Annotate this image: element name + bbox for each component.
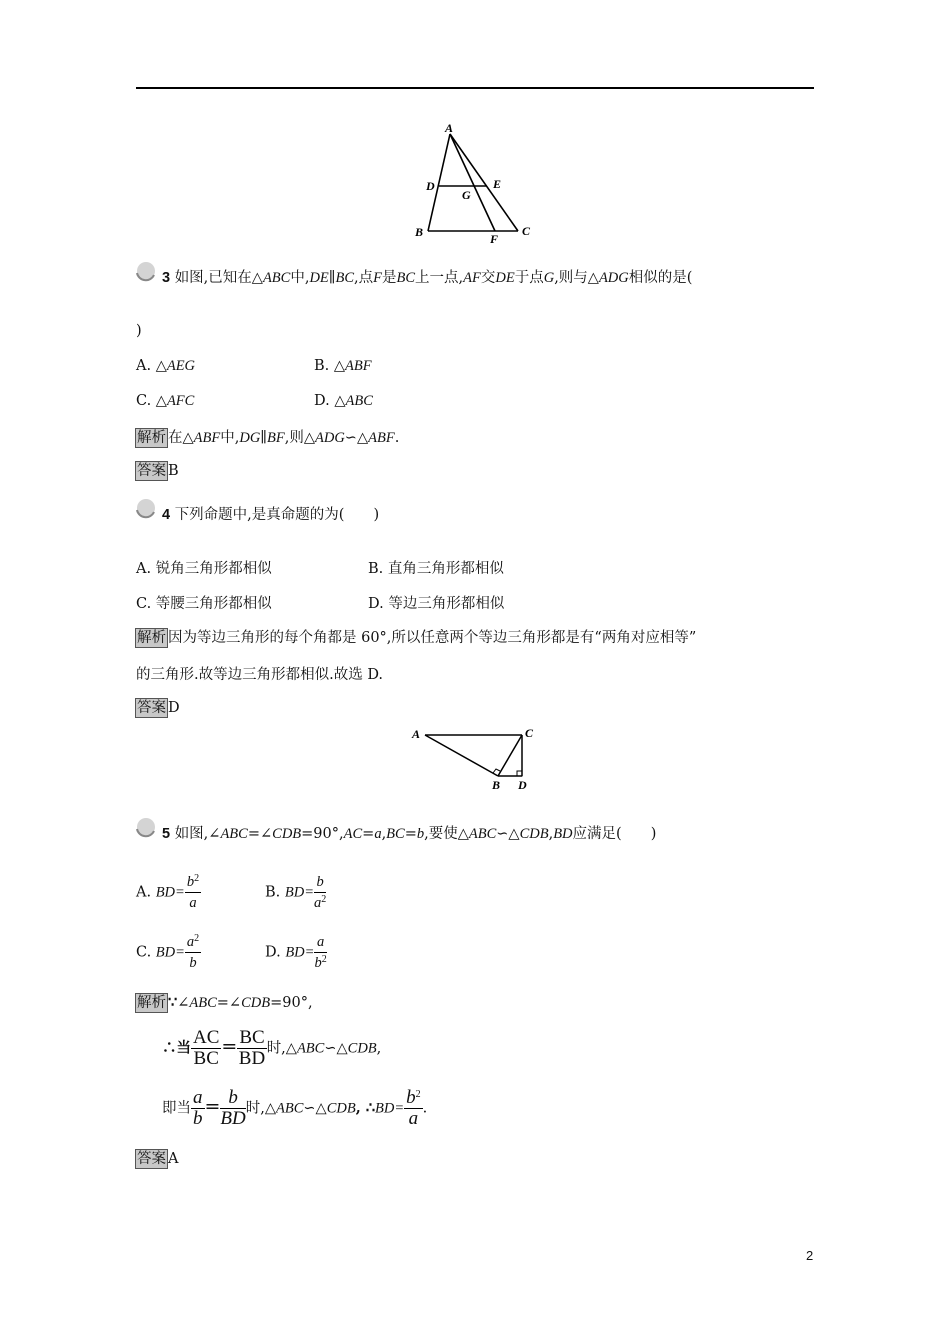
q3-option-d[interactable]: D. △ABC bbox=[314, 393, 373, 409]
q3-option-c[interactable]: C. △AFC bbox=[136, 393, 195, 409]
q5-option-b[interactable]: B. BD= $\frac{b}{a^2}$ bbox=[265, 874, 327, 911]
label-c: C bbox=[525, 726, 534, 740]
q4-option-c[interactable]: C. 等腰三角形都相似 bbox=[136, 596, 272, 612]
q5-option-c[interactable]: C. BD= $\frac{a^2}{b}$ bbox=[136, 933, 200, 971]
q4-stem: 4 下列命题中,是真命题的为( ) bbox=[162, 507, 380, 523]
q5-option-a[interactable]: A. BD= $\frac{b^2}{a}$ bbox=[136, 873, 200, 911]
segment-af bbox=[450, 134, 495, 231]
question-marker-icon bbox=[134, 260, 156, 282]
answer-tag: 答案 bbox=[137, 1151, 166, 1167]
figure-right-triangles bbox=[408, 724, 543, 796]
q4-option-b[interactable]: B. 直角三角形都相似 bbox=[368, 561, 504, 577]
analysis-tag: 解析 bbox=[137, 430, 166, 446]
q3-answer: 答案 B bbox=[137, 463, 179, 479]
label-f: F bbox=[490, 232, 499, 246]
label-b: B bbox=[492, 778, 501, 792]
label-d: D bbox=[518, 778, 527, 792]
segment-bc bbox=[498, 735, 522, 776]
q3-stem: 3 如图,已知在△ABC中,DE∥BC,点F是BC上一点,AF交DE于点G,则与△ADG相似的是( bbox=[162, 270, 693, 286]
q3-option-b[interactable]: B. △ABF bbox=[314, 358, 372, 374]
label-g: G bbox=[462, 188, 471, 202]
label-b: B bbox=[415, 225, 424, 239]
question-marker-icon bbox=[134, 816, 156, 838]
q4-option-a[interactable]: A. 锐角三角形都相似 bbox=[136, 561, 272, 577]
analysis-tag: 解析 bbox=[137, 995, 166, 1011]
label-a: A bbox=[445, 121, 454, 135]
q5-analysis-line1: 解析 ∵∠ABC=∠CDB=90°, bbox=[137, 994, 313, 1011]
q4-analysis-line2: 的三角形.故等边三角形都相似.故选 D. bbox=[136, 667, 384, 683]
label-e: E bbox=[493, 177, 502, 191]
answer-tag: 答案 bbox=[137, 463, 166, 479]
q3-stem-close: ) bbox=[136, 323, 142, 339]
q4-analysis: 解析 因为等边三角形的每个角都是 60°,所以任意两个等边三角形都是有“两角对应相等” bbox=[137, 630, 697, 646]
analysis-tag: 解析 bbox=[137, 630, 166, 646]
q4-answer: 答案 D bbox=[137, 700, 180, 716]
figure-triangle-abc bbox=[410, 118, 540, 248]
header-rule bbox=[136, 87, 814, 89]
label-c: C bbox=[522, 224, 531, 238]
q5-analysis-line3: 即当 $\frac{a}{b}$ = $\frac{b}{BD}$ 时,△ABC∽△CDB, ∴BD= $\frac{b^2}{a}$ . bbox=[162, 1087, 428, 1129]
q5-analysis-line2: ∴当 $\frac{AC}{BC}$ = $\frac{BC}{BD}$ 时,△ABC∽△CDB, bbox=[162, 1027, 382, 1069]
right-angle-mark-b bbox=[493, 769, 500, 773]
q5-answer: 答案 A bbox=[137, 1151, 179, 1167]
q3-option-a[interactable]: A. △AEG bbox=[136, 358, 196, 374]
q4-option-d[interactable]: D. 等边三角形都相似 bbox=[368, 596, 505, 612]
q5-stem: 5 如图,∠ABC=∠CDB=90°,AC=a,BC=b,要使△ABC∽△CDB,BD应满足( ) bbox=[162, 826, 657, 842]
segment-ab bbox=[425, 735, 498, 776]
question-marker-icon bbox=[134, 497, 156, 519]
q5-option-d[interactable]: D. BD= $\frac{a}{b^2}$ bbox=[265, 934, 327, 971]
label-d: D bbox=[426, 179, 435, 193]
page-number: 2 bbox=[806, 1248, 814, 1263]
segment-ac bbox=[450, 134, 518, 231]
answer-tag: 答案 bbox=[137, 700, 166, 716]
q3-analysis: 解析 在△ABF中,DG∥BF,则△ADG∽△ABF. bbox=[137, 430, 400, 446]
label-a: A bbox=[412, 727, 421, 741]
